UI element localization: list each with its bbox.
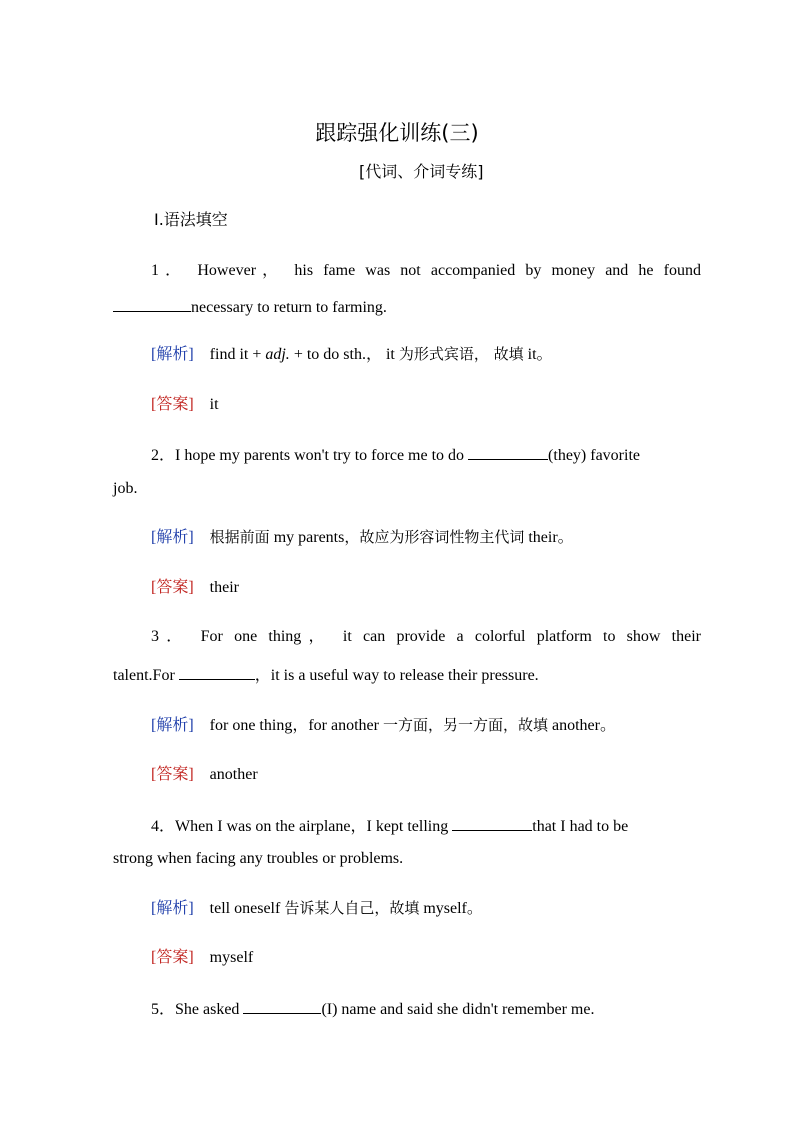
analysis-tag: [解析] bbox=[151, 529, 194, 546]
analysis-text: myself。 bbox=[419, 900, 483, 917]
question-4-answer bbox=[151, 946, 701, 970]
analysis-chinese: 告诉某人自己，故填 bbox=[284, 899, 420, 917]
answer-tag: [答案] bbox=[151, 766, 194, 783]
question-text: ，it is a useful way to release their pressure. bbox=[254, 667, 539, 684]
answer-blank bbox=[243, 996, 321, 1014]
question-2-answer bbox=[151, 576, 701, 600]
analysis-text: it。 bbox=[523, 346, 553, 363]
question-1-answer bbox=[151, 393, 701, 417]
question-1-analysis bbox=[151, 342, 701, 367]
analysis-tag: [解析] bbox=[151, 717, 194, 734]
analysis-text: their。 bbox=[524, 529, 574, 546]
analysis-text: another。 bbox=[547, 717, 616, 734]
answer-text: their bbox=[209, 579, 239, 596]
answer-tag: [答案] bbox=[151, 949, 194, 966]
answer-text: it bbox=[209, 396, 219, 413]
question-2-line-1 bbox=[151, 442, 701, 468]
question-3-line-2 bbox=[113, 662, 701, 688]
answer-blank bbox=[113, 294, 191, 312]
analysis-text: my parents bbox=[269, 529, 345, 546]
question-1-line-2 bbox=[113, 294, 701, 320]
question-text: 4．When I was on the airplane，I kept telling bbox=[151, 818, 453, 835]
analysis-text: for one thing，for another bbox=[209, 717, 383, 734]
analysis-chinese: 一方面，另一方面，故填 bbox=[382, 716, 548, 734]
answer-blank bbox=[468, 442, 548, 460]
section-heading: Ⅰ.语法填空 bbox=[154, 210, 228, 229]
question-2-analysis bbox=[151, 525, 701, 550]
question-text: 5．She asked bbox=[151, 1001, 244, 1018]
page-subtitle: [代词、介词专练] bbox=[359, 162, 484, 181]
analysis-text: + to do sth.， it bbox=[289, 346, 399, 363]
analysis-text: find it + bbox=[209, 346, 266, 363]
analysis-chinese: ，故应为形容词性物主代词 bbox=[344, 528, 525, 546]
analysis-tag: [解析] bbox=[151, 346, 194, 363]
question-1-line-1: 1． However， his fame was not accompanied by money and he found bbox=[151, 262, 701, 279]
analysis-italic: adj. bbox=[265, 346, 290, 363]
analysis-text: tell oneself bbox=[209, 900, 285, 917]
question-3-analysis bbox=[151, 713, 701, 738]
question-4-line-2: strong when facing any troubles or problems. bbox=[113, 850, 404, 867]
question-text: (I) name and said she didn't remember me. bbox=[321, 1001, 595, 1018]
question-2-line-2: job. bbox=[113, 480, 138, 497]
question-4-line-1 bbox=[151, 813, 701, 839]
analysis-tag: [解析] bbox=[151, 900, 194, 917]
question-text: talent.For bbox=[113, 667, 179, 684]
question-text: that I had to be bbox=[532, 818, 629, 835]
answer-tag: [答案] bbox=[151, 579, 194, 596]
analysis-chinese: 为形式宾语， 故填 bbox=[398, 345, 524, 363]
question-text: (they) favorite bbox=[548, 447, 640, 464]
question-4-analysis bbox=[151, 896, 701, 921]
answer-blank bbox=[452, 813, 532, 831]
question-3-answer bbox=[151, 763, 701, 787]
answer-blank bbox=[179, 662, 255, 680]
question-text: necessary to return to farming. bbox=[191, 299, 387, 316]
analysis-chinese: 根据前面 bbox=[209, 528, 270, 546]
question-text: 2．I hope my parents won't try to force me to do bbox=[151, 447, 469, 464]
question-5-line-1 bbox=[151, 996, 701, 1022]
answer-tag: [答案] bbox=[151, 396, 194, 413]
answer-text: myself bbox=[209, 949, 254, 966]
page-title: 跟踪强化训练(三) bbox=[315, 121, 479, 145]
answer-text: another bbox=[209, 766, 258, 783]
question-3-line-1: 3． For one thing， it can provide a colorful platform to show their bbox=[151, 628, 701, 645]
